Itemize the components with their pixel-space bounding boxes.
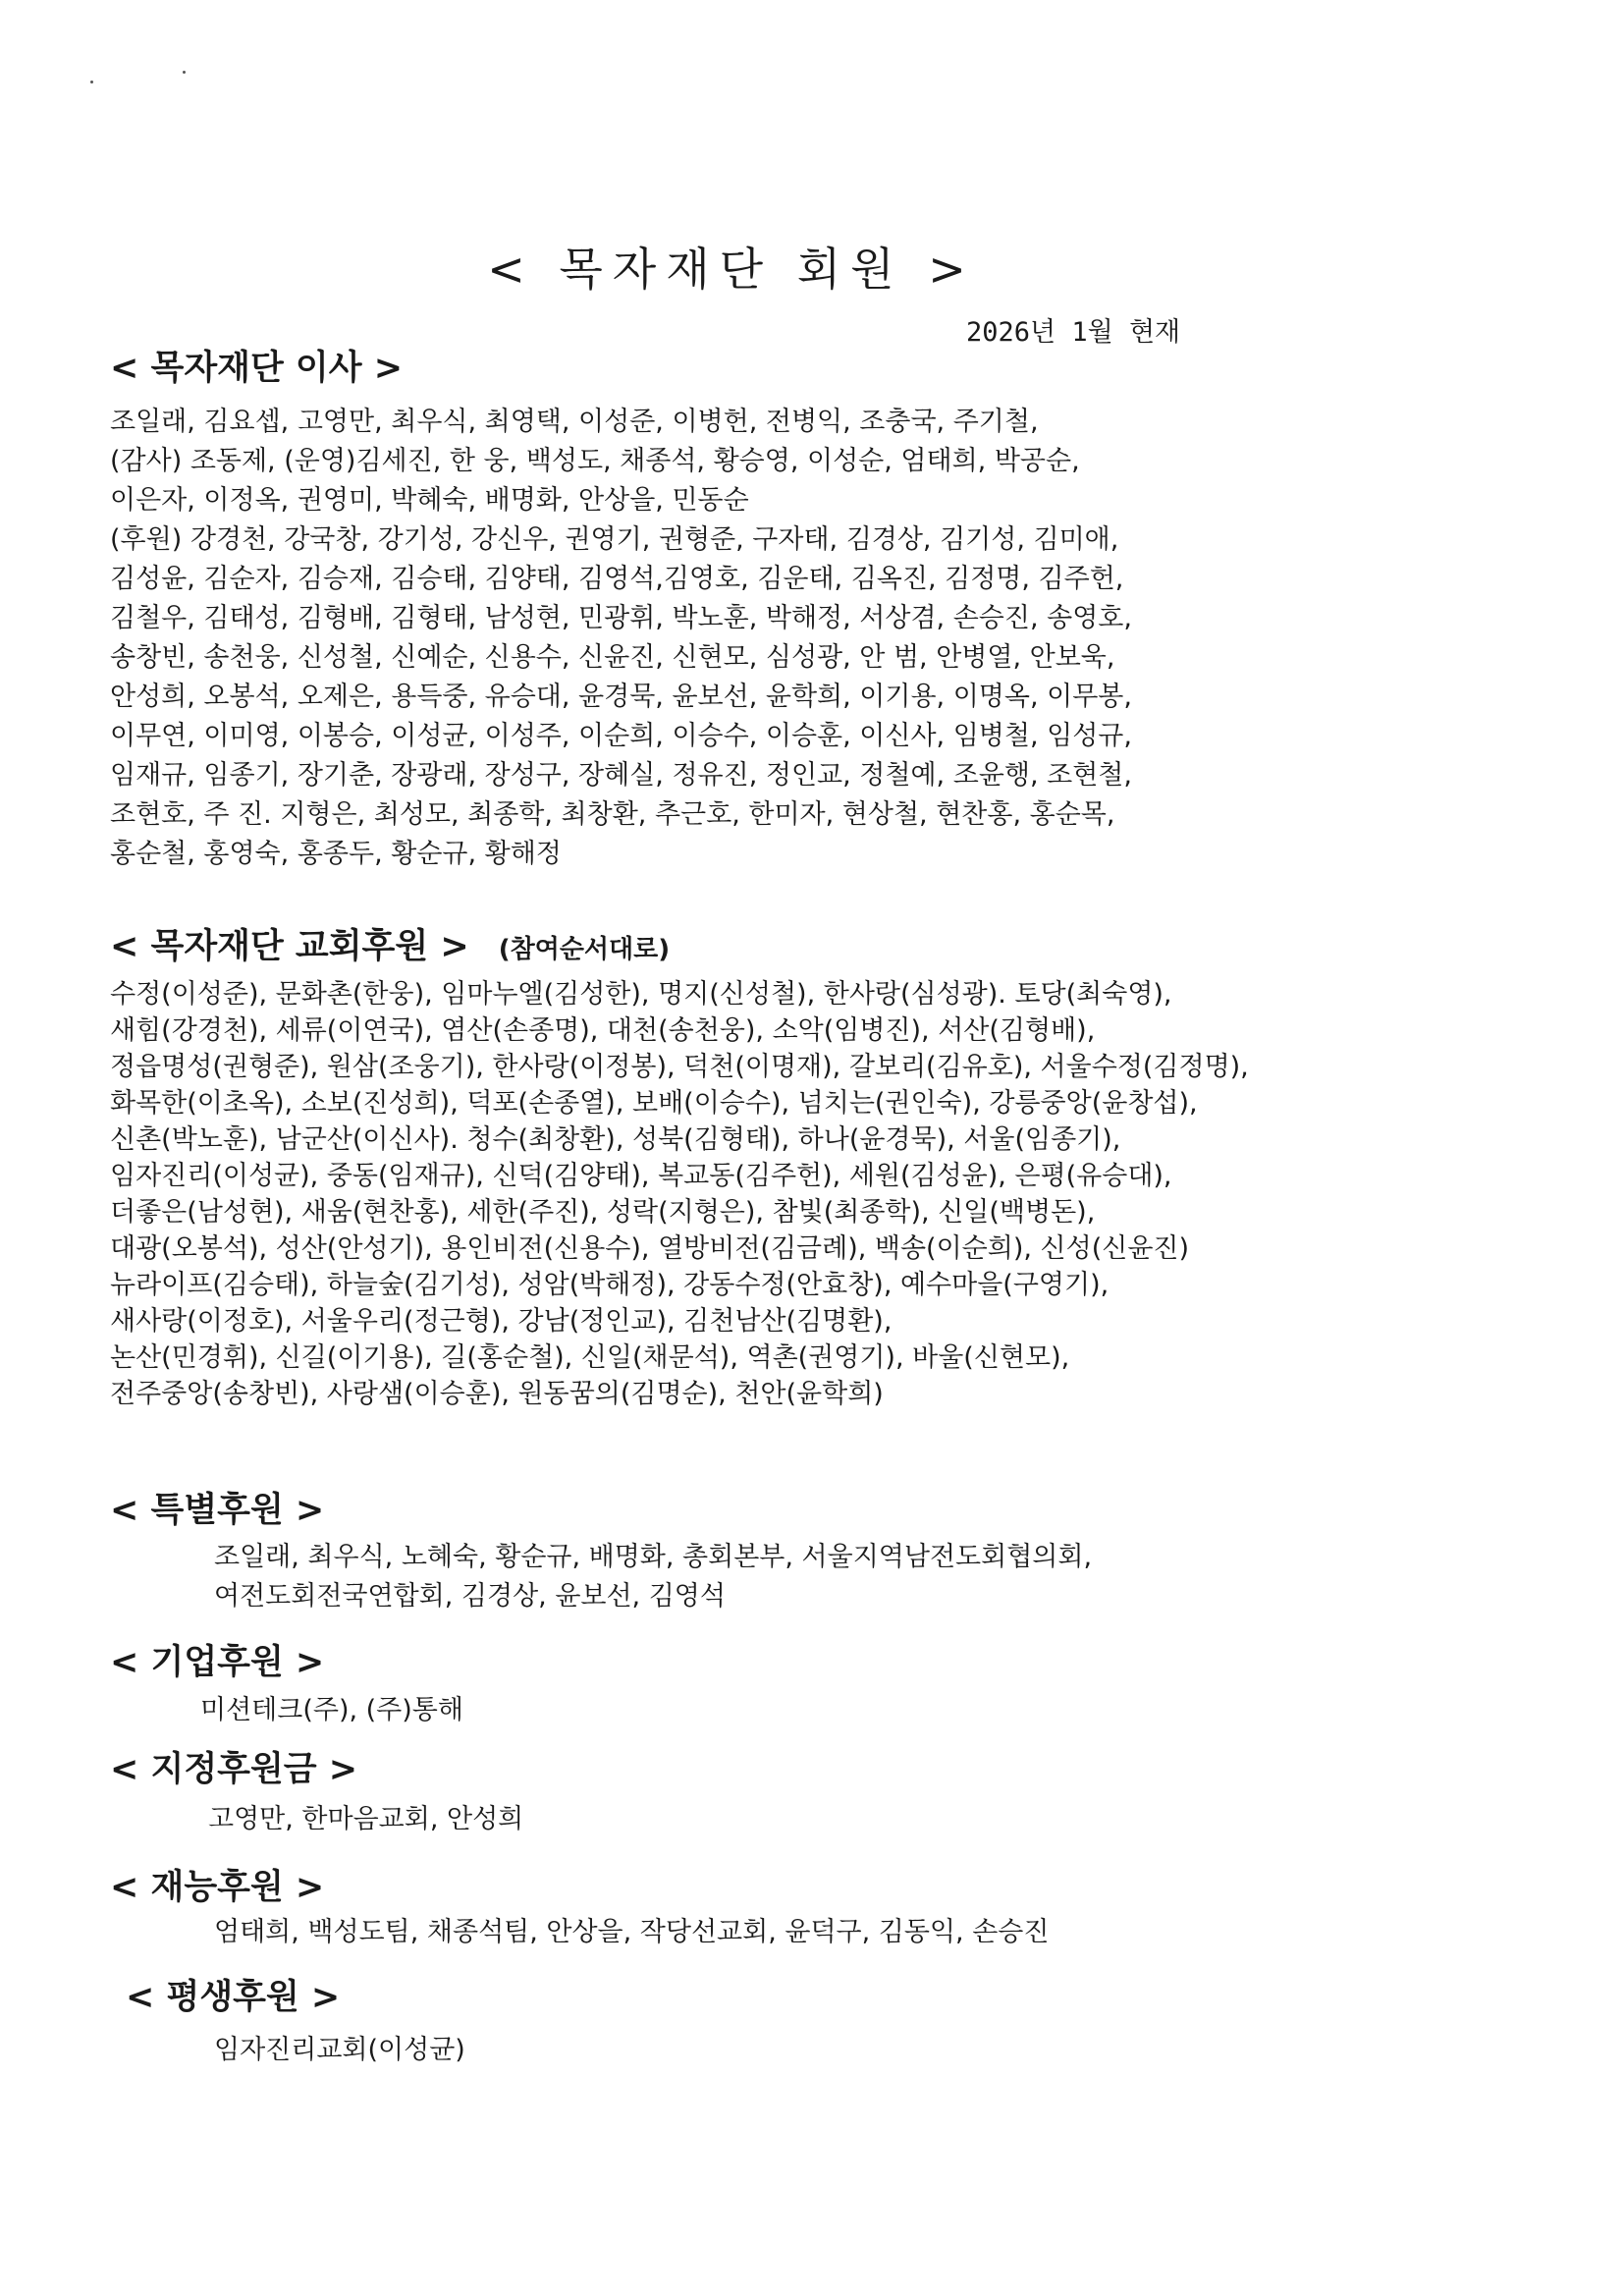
church-line: 화목한(이초옥), 소보(진성희), 덕포(손종열), 보배(이승수), 넘치는(권인숙), 강릉중앙(윤창섭), [110, 1088, 1198, 1119]
directors-line: 안성희, 오봉석, 오제은, 용득중, 유승대, 윤경묵, 윤보선, 윤학희, 이기용, 이명옥, 이무봉, [110, 682, 1132, 712]
directors-line: 홍순철, 홍영숙, 홍종두, 황순규, 황해정 [110, 839, 562, 869]
special-support-list [214, 1538, 1092, 1616]
lifetime-support-heading: < 평생후원 > [126, 1978, 341, 2017]
designated-line: 고영만, 한마음교회, 안성희 [208, 1804, 524, 1834]
talent-support-heading: < 재능후원 > [110, 1868, 325, 1907]
lifetime-support-list [214, 2031, 465, 2070]
directors-line: 김성윤, 김순자, 김승재, 김승태, 김양태, 김영석,김영호, 김운태, 김옥진, 김정명, 김주헌, [110, 564, 1124, 594]
church-support-heading-text: < 목자재단 교회후원 > [110, 927, 469, 966]
directors-heading: < 목자재단 이사 > [110, 349, 404, 388]
special-line: 조일래, 최우식, 노혜숙, 황순규, 배명화, 총회본부, 서울지역남전도회협의회, [214, 1542, 1093, 1572]
church-line: 전주중앙(송창빈), 사랑샘(이승훈), 원동꿈의(김명순), 천안(윤학희) [110, 1379, 884, 1409]
church-line: 더좋은(남성현), 새움(현찬홍), 세한(주진), 성락(지형은), 참빛(최종학), 신일(백병돈), [110, 1197, 1096, 1228]
church-line: 새힘(강경천), 세류(이연국), 염산(손종명), 대천(송천웅), 소악(임병진), 서산(김형배), [110, 1015, 1096, 1046]
corporate-line: 미션테크(주), (주)통해 [200, 1695, 463, 1725]
church-line: 정읍명성(권형준), 원삼(조웅기), 한사랑(이정봉), 덕천(이명재), 갈보리(김유호), 서울수정(김정명), [110, 1052, 1249, 1082]
designated-fund-list [208, 1800, 523, 1839]
directors-line: (후원) 강경천, 강국창, 강기성, 강신우, 권영기, 권형준, 구자태, 김경상, 김기성, 김미애, [110, 524, 1119, 555]
directors-line: (감사) 조동제, (운영)김세진, 한 웅, 백성도, 채종석, 황승영, 이성순, 엄태희, 박공순, [110, 446, 1080, 476]
directors-line: 송창빈, 송천웅, 신성철, 신예순, 신용수, 신윤진, 신현모, 심성광, 안 범, 안병열, 안보욱, [110, 642, 1115, 673]
church-support-heading [110, 919, 670, 968]
church-line: 임자진리(이성균), 중동(임재규), 신덕(김양태), 복교동(김주헌), 세원(김성윤), 은평(유승대), [110, 1161, 1172, 1191]
church-line: 신촌(박노훈), 남군산(이신사). 청수(최창환), 성북(김형태), 하나(윤경묵), 서울(임종기), [110, 1124, 1121, 1155]
lifetime-line: 임자진리교회(이성균) [214, 2035, 465, 2065]
corporate-support-list [200, 1691, 463, 1730]
as-of-date: 2026년 1월 현재 [966, 317, 1181, 348]
talent-support-list [214, 1913, 1049, 1952]
scan-speck [90, 81, 93, 83]
document-title: < 목자재단 회원 > [487, 243, 976, 296]
church-line: 대광(오봉석), 성산(안성기), 용인비전(신용수), 열방비전(김금례), 백송(이순희), 신성(신윤진) [110, 1233, 1190, 1264]
designated-fund-heading: < 지정후원금 > [110, 1750, 358, 1789]
directors-line: 조현호, 주 진. 지형은, 최성모, 최종학, 최창환, 추근호, 한미자, 현상철, 현찬홍, 홍순목, [110, 799, 1115, 830]
directors-line: 이무연, 이미영, 이봉승, 이성균, 이성주, 이순희, 이승수, 이승훈, 이신사, 임병철, 임성규, [110, 721, 1132, 751]
church-support-note: (참여순서대로) [498, 935, 671, 964]
corporate-support-heading: < 기업후원 > [110, 1643, 325, 1682]
directors-line: 조일래, 김요셉, 고영만, 최우식, 최영택, 이성준, 이병헌, 전병익, 조충국, 주기철, [110, 407, 1039, 437]
special-support-heading: < 특별후원 > [110, 1491, 325, 1530]
directors-line: 김철우, 김태성, 김형배, 김형태, 남성현, 민광휘, 박노훈, 박해정, 서상겸, 손승진, 송영호, [110, 603, 1132, 633]
scan-speck [183, 71, 186, 74]
church-line: 논산(민경휘), 신길(이기용), 길(홍순철), 신일(채문석), 역촌(권영기), 바울(신현모), [110, 1342, 1070, 1373]
talent-line: 엄태희, 백성도팀, 채종석팀, 안상을, 작당선교회, 윤덕구, 김동익, 손승진 [214, 1917, 1050, 1947]
directors-line: 임재규, 임종기, 장기춘, 장광래, 장성구, 장혜실, 정유진, 정인교, 정철예, 조윤행, 조현철, [110, 760, 1132, 791]
church-line: 새사랑(이정호), 서울우리(정근형), 강남(정인교), 김천남산(김명환), [110, 1306, 893, 1337]
special-line: 여전도회전국연합회, 김경상, 윤보선, 김영석 [214, 1581, 726, 1612]
church-support-list [110, 976, 1249, 1412]
church-line: 뉴라이프(김승태), 하늘숲(김기성), 성암(박해정), 강동수정(안효창), 예수마을(구영기), [110, 1270, 1110, 1300]
directors-line: 이은자, 이정옥, 권영미, 박혜숙, 배명화, 안상을, 민동순 [110, 485, 749, 516]
church-line: 수정(이성준), 문화촌(한웅), 임마누엘(김성한), 명지(신성철), 한사랑(심성광). 토당(최숙영), [110, 979, 1172, 1010]
directors-list [110, 403, 1132, 874]
